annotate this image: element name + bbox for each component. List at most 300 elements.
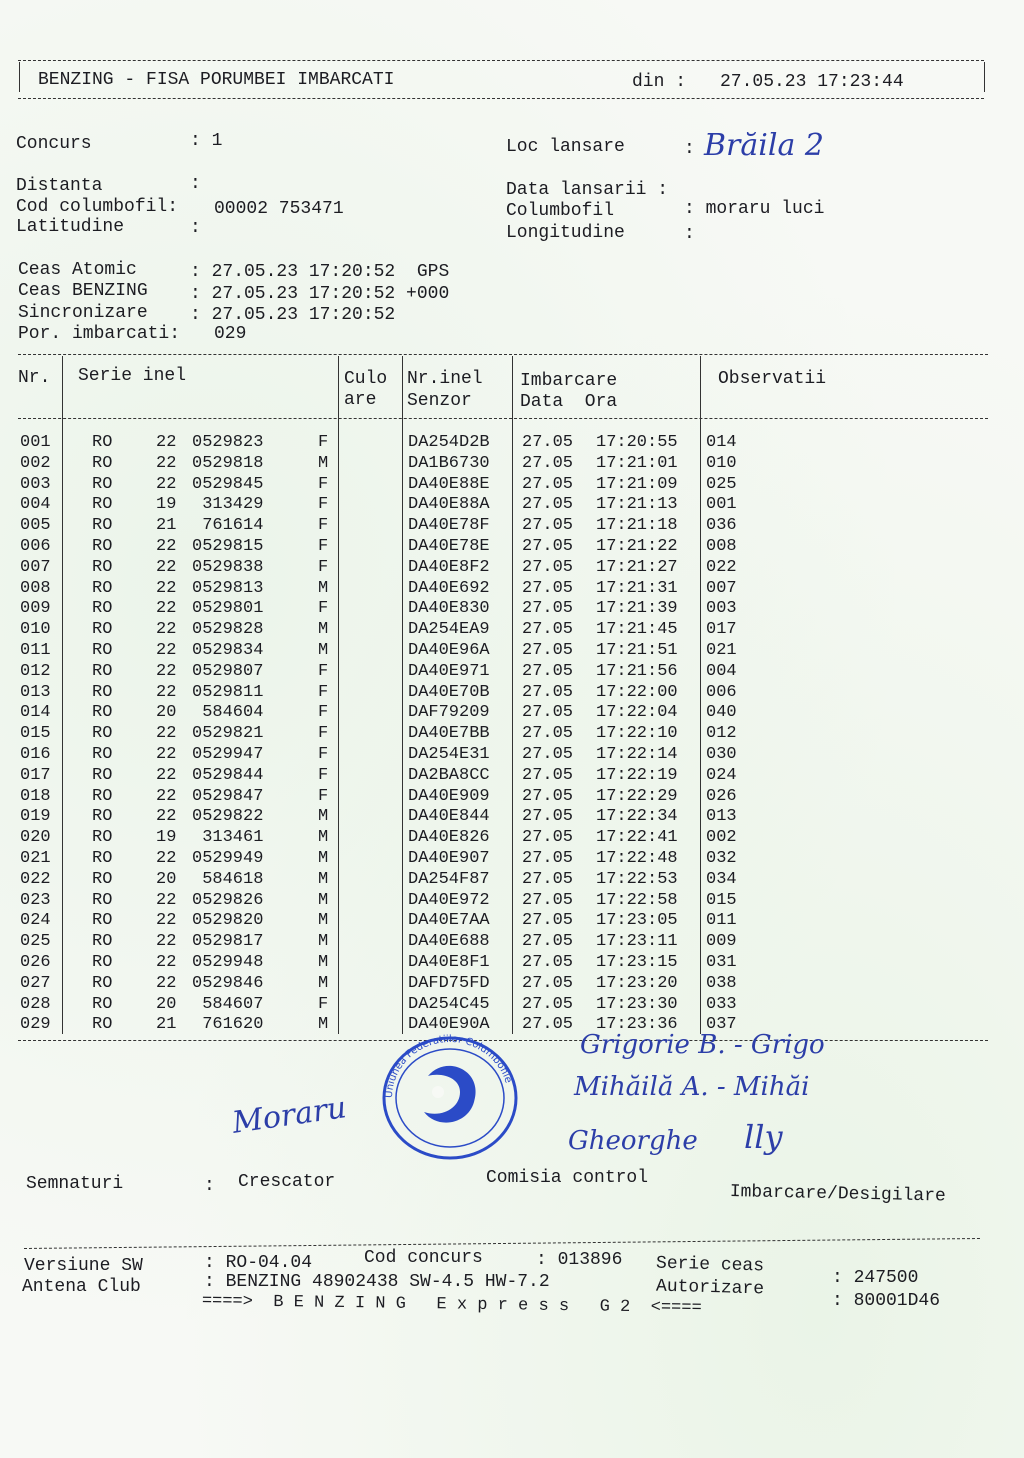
cell-nr: 023	[20, 890, 51, 910]
cell-sex: M	[318, 807, 329, 827]
cell-data: 27.05	[522, 495, 574, 515]
cell-ora: 17:22:58	[596, 890, 678, 910]
columbofil-label: Columbofil	[506, 201, 615, 221]
cod-columbofil-value: 00002 753471	[214, 199, 344, 219]
cell-nr: 021	[20, 849, 51, 868]
cell-senzor: DA40E971	[408, 661, 490, 681]
cell-senzor: DA254EA9	[408, 620, 490, 640]
cell-senzor: DA254F87	[408, 869, 490, 889]
cell-observatii: 024	[706, 765, 737, 785]
table-row	[0, 765, 1024, 786]
cell-ora: 17:22:14	[596, 745, 678, 764]
cell-nr: 007	[20, 557, 51, 577]
ceas-benzing-label: Ceas BENZING	[18, 281, 148, 301]
cell-an: 22	[156, 453, 177, 473]
table-row	[0, 494, 1024, 515]
benzing-express-line: ====> B E N Z I N G E x p r e s s G 2 <====	[201, 1292, 702, 1318]
cell-tara: RO	[92, 911, 113, 931]
cell-nr: 008	[20, 578, 51, 598]
cell-ora: 17:20:55	[596, 433, 678, 452]
distanta-label: Distanta	[16, 176, 103, 196]
longitudine-label: Longitudine	[506, 223, 625, 243]
cell-ora: 17:22:00	[596, 682, 678, 702]
cell-an: 22	[156, 599, 177, 619]
cell-nr: 016	[20, 745, 51, 764]
cell-tara: RO	[92, 641, 113, 660]
cell-data: 27.05	[522, 620, 574, 640]
table-row	[0, 432, 1024, 453]
header-right-border	[984, 62, 985, 92]
cell-sex: M	[318, 973, 329, 993]
cell-nr: 015	[20, 724, 51, 744]
cell-observatii: 010	[706, 453, 737, 473]
table-row	[0, 848, 1024, 869]
cell-ora: 17:22:41	[596, 828, 678, 848]
cell-sex: F	[318, 495, 329, 515]
cell-an: 22	[156, 474, 177, 494]
table-row	[0, 474, 1024, 495]
cell-serie: 313461	[192, 828, 264, 848]
cell-ora: 17:22:19	[596, 765, 678, 785]
stamp-text: Uniunea Federatiilor Columbofile	[383, 1033, 514, 1099]
table-row	[0, 723, 1024, 744]
cell-observatii: 025	[706, 474, 737, 494]
cell-senzor: DA40E88E	[408, 474, 490, 494]
col-header-culoare-2: are	[344, 390, 377, 410]
cell-ora: 17:23:05	[596, 911, 678, 931]
cell-tara: RO	[92, 661, 113, 681]
cell-senzor: DA40E688	[408, 932, 490, 952]
cell-serie: 0529826	[192, 890, 264, 910]
cell-serie: 0529815	[192, 537, 264, 556]
cell-data: 27.05	[522, 682, 574, 702]
loc-lansare-sep: :	[684, 139, 695, 159]
cell-sex: F	[318, 724, 329, 744]
cell-sex: M	[318, 911, 329, 931]
table-row	[0, 557, 1024, 578]
cell-an: 21	[156, 516, 177, 536]
cell-tara: RO	[92, 994, 113, 1014]
cell-tara: RO	[92, 973, 113, 993]
serie-ceas-label: Serie ceas	[655, 1253, 765, 1277]
cell-serie: 0529846	[192, 973, 264, 993]
cell-tara: RO	[92, 453, 113, 473]
cell-senzor: DA40E7BB	[408, 724, 490, 744]
cell-data: 27.05	[522, 953, 574, 972]
cell-sex: F	[318, 994, 329, 1014]
cell-tara: RO	[92, 557, 113, 577]
cell-observatii: 022	[706, 557, 737, 577]
cell-ora: 17:21:22	[596, 537, 678, 556]
cell-nr: 005	[20, 516, 51, 536]
table-row	[0, 578, 1024, 599]
antena-value: : BENZING 48902438 SW-4.5 HW-7.2	[204, 1272, 550, 1292]
table-row	[0, 702, 1024, 723]
latitudine-value: :	[190, 218, 201, 238]
table-row	[0, 931, 1024, 952]
table-row	[0, 453, 1024, 474]
cell-sex: F	[318, 745, 329, 764]
longitudine-value: :	[684, 224, 695, 244]
cell-observatii: 007	[706, 578, 737, 598]
cell-serie: 0529948	[192, 953, 264, 972]
col-header-observatii: Observatii	[718, 369, 827, 389]
cell-data: 27.05	[522, 890, 574, 910]
sincronizare-value: : 27.05.23 17:20:52	[190, 305, 396, 325]
cell-nr: 018	[20, 786, 51, 806]
table-row	[0, 973, 1024, 994]
cell-serie: 0529949	[192, 849, 264, 868]
cod-concurs-value: : 013896	[536, 1250, 623, 1270]
cell-senzor: DA40E830	[408, 599, 490, 619]
cell-an: 22	[156, 724, 177, 744]
cell-serie: 584604	[192, 703, 264, 723]
table-row	[0, 515, 1024, 536]
cell-an: 21	[156, 1015, 177, 1035]
cell-tara: RO	[92, 495, 113, 515]
cell-sex: M	[318, 453, 329, 473]
cell-senzor: DA1B6730	[408, 453, 490, 473]
cell-data: 27.05	[522, 869, 574, 889]
cell-sex: M	[318, 620, 329, 640]
table-row	[0, 640, 1024, 661]
cell-tara: RO	[92, 474, 113, 494]
cell-data: 27.05	[522, 932, 574, 952]
table-row	[0, 890, 1024, 911]
cell-tara: RO	[92, 932, 113, 952]
cell-senzor: DA40E8F1	[408, 953, 490, 972]
cell-tara: RO	[92, 703, 113, 723]
signature-crescator: Moraru	[230, 1090, 349, 1141]
cell-an: 20	[156, 994, 177, 1014]
col-header-nr: Nr.	[18, 368, 51, 388]
antena-label: Antena Club	[22, 1277, 141, 1297]
cell-an: 22	[156, 973, 177, 993]
ceas-atomic-label: Ceas Atomic	[18, 260, 137, 280]
cell-serie: 584618	[192, 869, 264, 889]
cell-tara: RO	[92, 849, 113, 868]
cell-observatii: 013	[706, 807, 737, 827]
cell-serie: 0529817	[192, 932, 264, 952]
cell-serie: 0529838	[192, 557, 264, 577]
cell-ora: 17:23:11	[596, 932, 678, 952]
cell-data: 27.05	[522, 828, 574, 848]
cell-observatii: 026	[706, 786, 737, 806]
cell-senzor: DAF79209	[408, 703, 490, 723]
cell-serie: 0529823	[192, 433, 264, 452]
cell-nr: 017	[20, 765, 51, 785]
cell-nr: 025	[20, 932, 51, 952]
col-header-imbarcare-1: Imbarcare	[520, 371, 618, 391]
table-row	[0, 598, 1024, 619]
cell-data: 27.05	[522, 599, 574, 619]
cell-sex: F	[318, 516, 329, 536]
cell-ora: 17:22:04	[596, 703, 678, 723]
cell-nr: 029	[20, 1015, 51, 1035]
cell-data: 27.05	[522, 807, 574, 827]
cell-observatii: 021	[706, 641, 737, 660]
cell-serie: 0529820	[192, 911, 264, 931]
table-row	[0, 910, 1024, 931]
cell-senzor: DA254D2B	[408, 433, 490, 452]
cell-nr: 011	[20, 641, 51, 660]
header-top-border	[18, 60, 984, 61]
versiune-label: Versiune SW	[24, 1256, 143, 1276]
cell-nr: 028	[20, 994, 51, 1014]
cell-serie: 0529813	[192, 578, 264, 598]
cell-observatii: 011	[706, 911, 737, 931]
cell-an: 22	[156, 661, 177, 681]
signature-comisia-1: Grigorie B. - Grigo	[580, 1030, 825, 1060]
cell-an: 22	[156, 890, 177, 910]
versiune-value: : RO-04.04	[204, 1253, 313, 1273]
cell-nr: 013	[20, 682, 51, 702]
col-header-culoare-1: Culo	[344, 369, 388, 389]
cell-sex: M	[318, 641, 329, 660]
cell-observatii: 033	[706, 994, 737, 1014]
semnaturi-sep: :	[204, 1176, 215, 1196]
cell-tara: RO	[92, 828, 113, 848]
loc-lansare-handwritten: Brăila 2	[704, 128, 824, 163]
cell-sex: M	[318, 578, 329, 598]
cell-ora: 17:21:51	[596, 641, 678, 660]
ceas-atomic-value: : 27.05.23 17:20:52 GPS	[190, 262, 450, 282]
signature-comisia-3: Gheorghe	[568, 1126, 698, 1156]
table-row	[0, 744, 1024, 765]
cell-serie: 313429	[192, 495, 264, 515]
cell-ora: 17:23:15	[596, 953, 678, 972]
cell-tara: RO	[92, 620, 113, 640]
cell-ora: 17:21:45	[596, 620, 678, 640]
cod-columbofil-label: Cod columbofil:	[16, 197, 179, 217]
cell-serie: 0529844	[192, 765, 264, 785]
cell-senzor: DA40E88A	[408, 495, 490, 515]
cell-observatii: 038	[706, 973, 737, 993]
cell-tara: RO	[92, 516, 113, 536]
cell-tara: RO	[92, 765, 113, 785]
cell-senzor: DA254E31	[408, 745, 490, 764]
table-row	[0, 661, 1024, 682]
col-header-serie: Serie inel	[78, 366, 187, 386]
cell-observatii: 032	[706, 849, 737, 868]
cell-an: 20	[156, 703, 177, 723]
table-row	[0, 786, 1024, 807]
cell-an: 22	[156, 620, 177, 640]
cell-data: 27.05	[522, 474, 574, 494]
cell-nr: 010	[20, 620, 51, 640]
cell-serie: 0529828	[192, 620, 264, 640]
cell-tara: RO	[92, 786, 113, 806]
cell-an: 22	[156, 557, 177, 577]
table-row	[0, 536, 1024, 557]
header-din-label: din :	[632, 72, 687, 92]
cell-tara: RO	[92, 682, 113, 702]
cell-serie: 0529801	[192, 599, 264, 619]
cell-sex: M	[318, 953, 329, 972]
header-left-border	[19, 62, 20, 92]
cell-observatii: 003	[706, 599, 737, 619]
cell-nr: 003	[20, 474, 51, 494]
cell-an: 22	[156, 641, 177, 660]
cell-ora: 17:22:10	[596, 724, 678, 744]
cell-tara: RO	[92, 724, 113, 744]
cell-an: 22	[156, 745, 177, 764]
cell-tara: RO	[92, 1015, 113, 1035]
table-top-border	[18, 354, 988, 355]
cell-sex: F	[318, 433, 329, 452]
cell-senzor: DA40E692	[408, 578, 490, 598]
cell-tara: RO	[92, 807, 113, 827]
por-imbarcati-label: Por. imbarcati:	[18, 324, 181, 344]
cell-senzor: DA40E907	[408, 849, 490, 868]
cell-observatii: 040	[706, 703, 737, 723]
cell-senzor: DA40E844	[408, 807, 490, 827]
col-header-nrinel-1: Nr.inel	[407, 369, 483, 389]
cell-data: 27.05	[522, 703, 574, 723]
cell-an: 22	[156, 911, 177, 931]
cell-ora: 17:21:56	[596, 661, 678, 681]
cell-senzor: DA2BA8CC	[408, 765, 490, 785]
por-imbarcati-value: 029	[214, 324, 247, 344]
cell-senzor: DA40E7AA	[408, 911, 490, 931]
col-header-imbarcare-2: Data Ora	[520, 392, 618, 412]
table-row	[0, 619, 1024, 640]
ceas-benzing-value: : 27.05.23 17:20:52 +000	[190, 284, 450, 304]
cell-sex: F	[318, 682, 329, 702]
cell-nr: 022	[20, 869, 51, 889]
cell-observatii: 002	[706, 828, 737, 848]
cell-nr: 020	[20, 828, 51, 848]
cell-observatii: 034	[706, 869, 737, 889]
concurs-value: : 1	[190, 131, 223, 151]
cell-observatii: 017	[706, 620, 737, 640]
stamp-seal	[376, 1032, 524, 1162]
cell-data: 27.05	[522, 433, 574, 452]
cell-tara: RO	[92, 745, 113, 764]
cell-senzor: DA40E96A	[408, 641, 490, 660]
cell-nr: 014	[20, 703, 51, 723]
comisia-label: Comisia control	[486, 1168, 649, 1188]
cell-serie: 0529822	[192, 807, 264, 827]
cell-ora: 17:21:18	[596, 516, 678, 536]
cell-sex: M	[318, 1015, 329, 1035]
cell-sex: M	[318, 932, 329, 952]
cell-data: 27.05	[522, 578, 574, 598]
cell-sex: F	[318, 599, 329, 619]
autorizare-value: : 80001D46	[832, 1291, 941, 1311]
cell-an: 19	[156, 828, 177, 848]
cell-observatii: 001	[706, 495, 737, 515]
cell-nr: 012	[20, 661, 51, 681]
cell-serie: 0529834	[192, 641, 264, 660]
sincronizare-label: Sincronizare	[18, 303, 148, 323]
cell-tara: RO	[92, 953, 113, 972]
cell-observatii: 014	[706, 433, 737, 452]
cell-an: 22	[156, 807, 177, 827]
cell-nr: 027	[20, 973, 51, 993]
cell-nr: 006	[20, 537, 51, 556]
header-bottom-border	[18, 98, 984, 99]
cell-ora: 17:22:34	[596, 807, 678, 827]
cell-serie: 0529818	[192, 453, 264, 473]
cell-ora: 17:21:27	[596, 557, 678, 577]
cell-senzor: DA40E70B	[408, 682, 490, 702]
cell-observatii: 030	[706, 745, 737, 764]
cell-data: 27.05	[522, 724, 574, 744]
cell-sex: F	[318, 537, 329, 556]
cell-senzor: DA40E909	[408, 786, 490, 806]
cell-an: 22	[156, 932, 177, 952]
cell-an: 22	[156, 537, 177, 556]
cell-ora: 17:22:29	[596, 786, 678, 806]
cell-observatii: 008	[706, 537, 737, 556]
cell-nr: 009	[20, 599, 51, 619]
cell-ora: 17:21:31	[596, 578, 678, 598]
cell-data: 27.05	[522, 537, 574, 556]
cell-nr: 019	[20, 807, 51, 827]
cell-ora: 17:23:36	[596, 1015, 678, 1035]
cell-data: 27.05	[522, 765, 574, 785]
cell-observatii: 006	[706, 682, 737, 702]
cell-data: 27.05	[522, 994, 574, 1014]
cell-serie: 0529847	[192, 786, 264, 806]
cell-observatii: 037	[706, 1015, 737, 1035]
cell-serie: 0529947	[192, 745, 264, 764]
latitudine-label: Latitudine	[16, 217, 125, 237]
cell-an: 22	[156, 433, 177, 452]
cell-senzor: DAFD75FD	[408, 973, 490, 993]
serie-ceas-value: : 247500	[832, 1268, 919, 1288]
cell-ora: 17:22:53	[596, 869, 678, 889]
cell-observatii: 004	[706, 661, 737, 681]
cell-tara: RO	[92, 537, 113, 556]
cell-an: 19	[156, 495, 177, 515]
cell-sex: F	[318, 786, 329, 806]
cell-sex: M	[318, 849, 329, 868]
cell-observatii: 012	[706, 724, 737, 744]
autorizare-label: Autorizare	[655, 1276, 765, 1300]
columbofil-value: : moraru luci	[684, 199, 825, 219]
cell-an: 22	[156, 765, 177, 785]
cell-observatii: 009	[706, 932, 737, 952]
cell-senzor: DA40E972	[408, 890, 490, 910]
cell-an: 20	[156, 869, 177, 889]
cell-data: 27.05	[522, 557, 574, 577]
loc-lansare-label: Loc lansare	[506, 137, 625, 157]
crescator-label: Crescator	[238, 1172, 336, 1192]
cell-tara: RO	[92, 578, 113, 598]
cell-senzor: DA40E8F2	[408, 557, 490, 577]
cell-serie: 761620	[192, 1015, 264, 1035]
cell-an: 22	[156, 849, 177, 868]
cell-data: 27.05	[522, 516, 574, 536]
cell-observatii: 036	[706, 516, 737, 536]
distanta-value: :	[190, 174, 201, 194]
cell-serie: 761614	[192, 516, 264, 536]
cell-sex: F	[318, 765, 329, 785]
cell-serie: 0529845	[192, 474, 264, 494]
cell-serie: 0529811	[192, 682, 264, 702]
cell-nr: 001	[20, 433, 51, 452]
table-header-bottom-border	[18, 418, 988, 419]
cell-data: 27.05	[522, 849, 574, 868]
cell-data: 27.05	[522, 661, 574, 681]
cell-an: 22	[156, 578, 177, 598]
cell-an: 22	[156, 953, 177, 972]
cell-ora: 17:23:20	[596, 973, 678, 993]
table-row	[0, 994, 1024, 1015]
cell-tara: RO	[92, 433, 113, 452]
